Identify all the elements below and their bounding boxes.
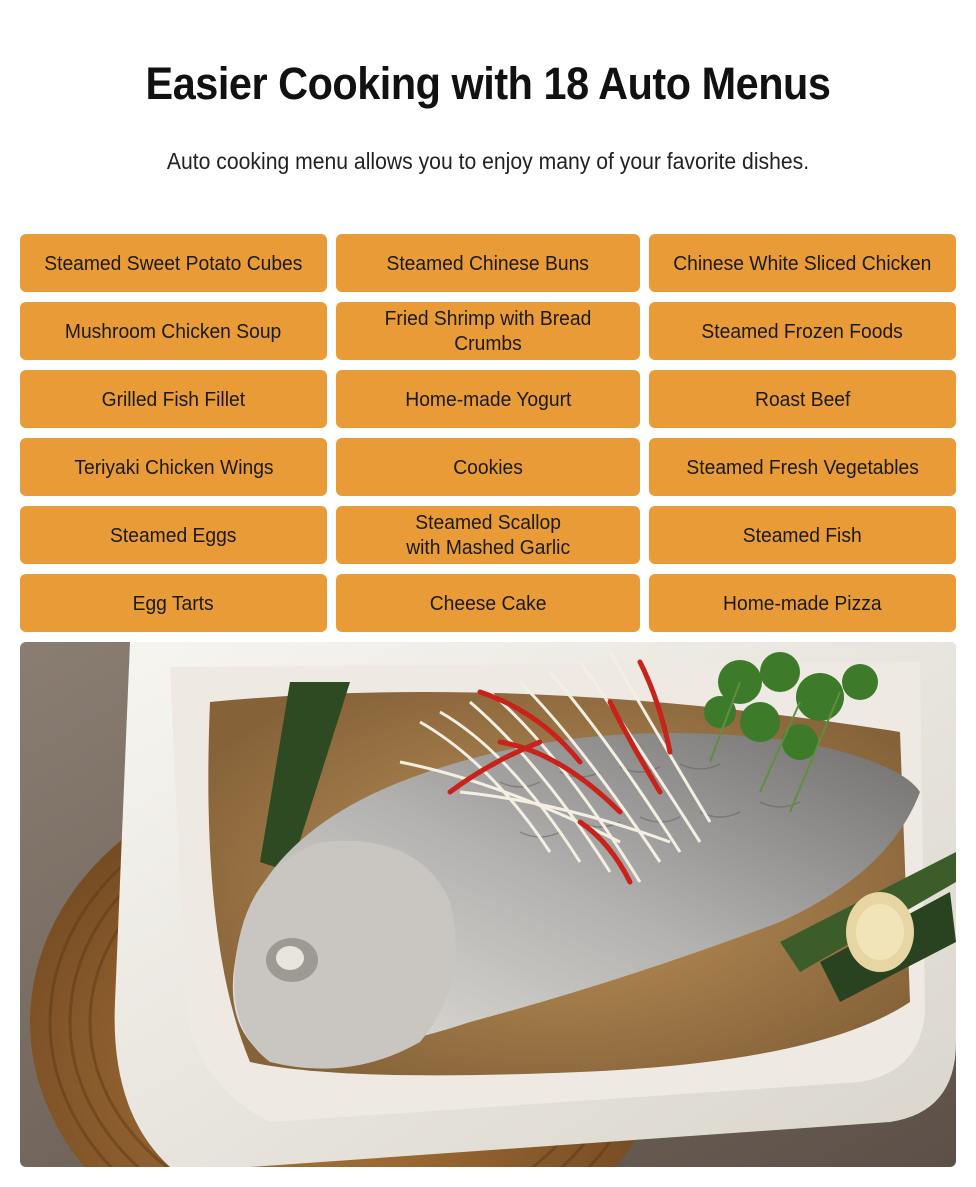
menu-item-label: Chinese White Sliced Chicken: [673, 251, 932, 275]
menu-item-label: Cookies: [453, 455, 523, 479]
menu-item-label: Steamed Frozen Foods: [701, 319, 904, 343]
menu-item-label: Home-made Pizza: [723, 591, 882, 615]
menu-item-label: Steamed Chinese Buns: [386, 251, 590, 275]
menu-item-egg-tarts[interactable]: [20, 574, 327, 632]
menu-item-label: Steamed Fresh Vegetables: [686, 455, 919, 479]
steamed-fish-photo: [20, 642, 956, 1167]
menu-item-teriyaki-chicken-wings[interactable]: [20, 438, 327, 496]
menu-item-label: Grilled Fish Fillet: [101, 387, 246, 411]
menu-item-steamed-fresh-vegetables[interactable]: [649, 438, 956, 496]
menu-item-label: Home-made Yogurt: [404, 387, 572, 411]
menu-item-label: Teriyaki Chicken Wings: [73, 455, 274, 479]
menu-item-home-made-pizza[interactable]: [649, 574, 956, 632]
menu-item-label: Steamed Eggs: [110, 523, 237, 547]
menu-item-label: Mushroom Chicken Soup: [65, 319, 282, 343]
menu-item-label: Steamed Scallop with Mashed Garlic: [406, 511, 570, 559]
menu-item-steamed-scallop-with-mashed-garlic[interactable]: [336, 506, 640, 564]
menu-item-label: Egg Tarts: [132, 591, 215, 615]
menu-item-steamed-frozen-foods[interactable]: [649, 302, 956, 360]
menu-item-cookies[interactable]: [336, 438, 640, 496]
menu-item-label: Roast Beef: [754, 387, 851, 411]
menu-item-steamed-sweet-potato-cubes[interactable]: [20, 234, 327, 292]
menu-item-steamed-chinese-buns[interactable]: [336, 234, 640, 292]
menu-item-label: Steamed Sweet Potato Cubes: [44, 251, 303, 275]
menu-item-roast-beef[interactable]: [649, 370, 956, 428]
menu-item-cheese-cake[interactable]: [336, 574, 640, 632]
menu-item-label: Fried Shrimp with Bread Crumbs: [384, 307, 592, 355]
menu-item-home-made-yogurt[interactable]: [336, 370, 640, 428]
menu-item-steamed-fish[interactable]: [649, 506, 956, 564]
menu-item-mushroom-chicken-soup[interactable]: [20, 302, 327, 360]
menu-item-grilled-fish-fillet[interactable]: [20, 370, 327, 428]
menu-item-label: Cheese Cake: [429, 591, 547, 615]
page-title: Easier Cooking with 18 Auto Menus: [145, 58, 831, 109]
page-subtitle: Auto cooking menu allows you to enjoy many of your favorite dishes.: [166, 148, 810, 174]
menu-item-fried-shrimp-with-bread-crumbs[interactable]: [336, 302, 640, 360]
auto-menu-grid: [20, 234, 956, 632]
menu-item-chinese-white-sliced-chicken[interactable]: [649, 234, 956, 292]
menu-item-label: Steamed Fish: [743, 523, 862, 547]
menu-item-steamed-eggs[interactable]: [20, 506, 327, 564]
